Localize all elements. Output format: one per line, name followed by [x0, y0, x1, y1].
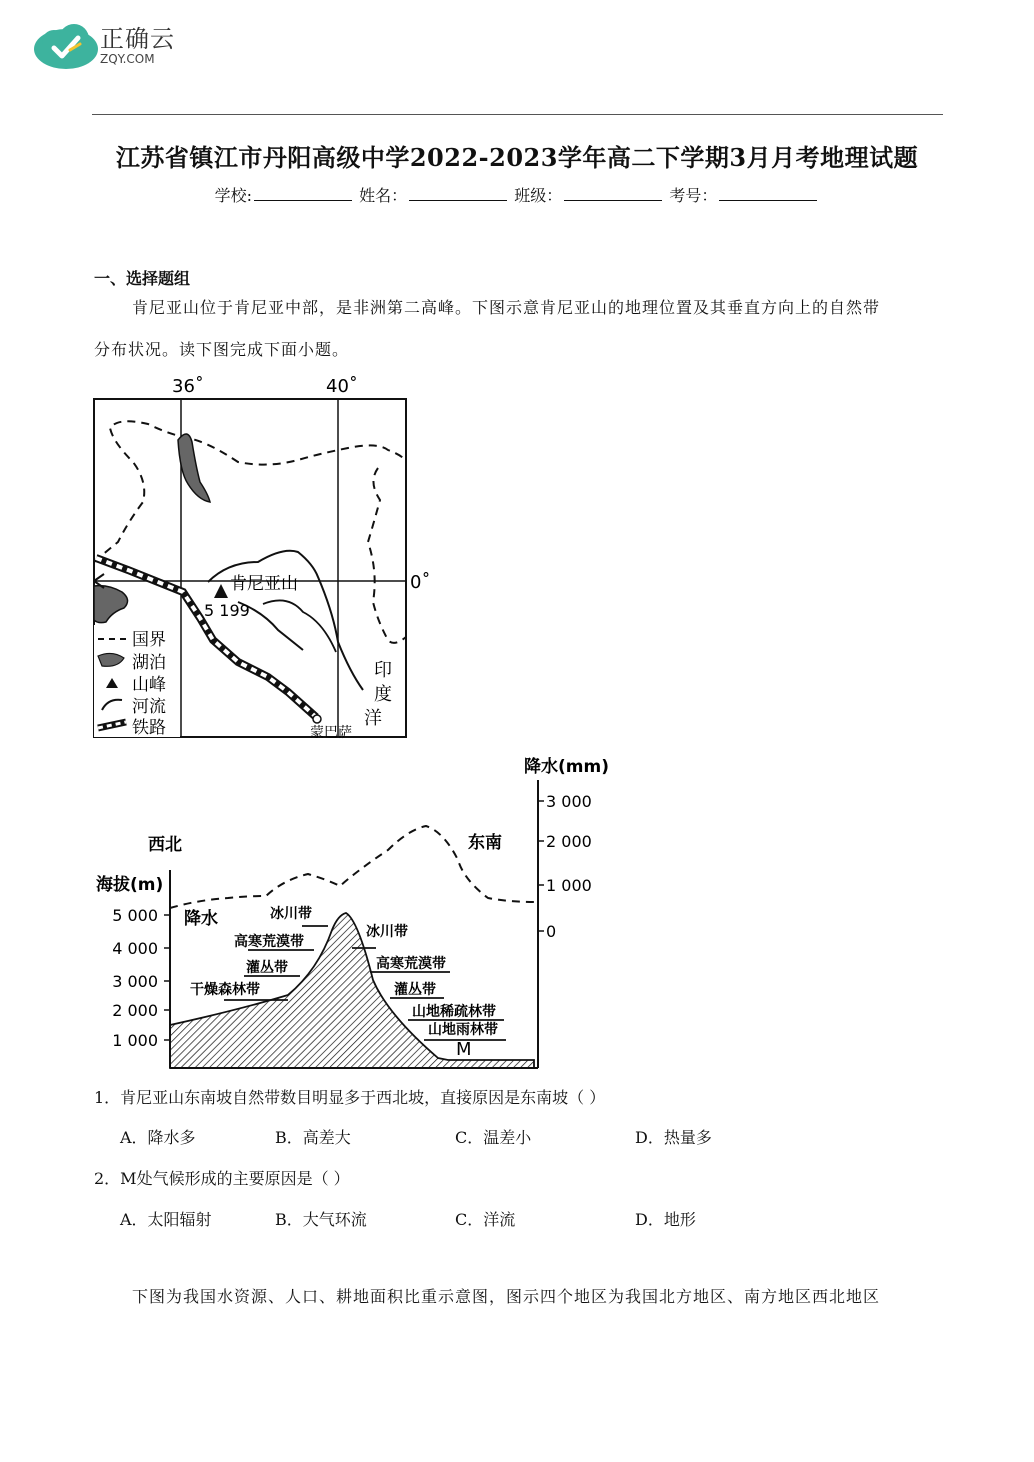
se-belt-glacier: 冰川带 — [366, 924, 408, 940]
m-location-label: M — [456, 1039, 472, 1060]
lon-label-40: 40˚ — [326, 376, 358, 397]
exam-no-label: 考号： — [669, 186, 718, 205]
ocean-label-1: 印 — [374, 660, 392, 681]
q1-option-b[interactable]: B．高差大 — [275, 1128, 351, 1147]
precip-tick-2000: 2 000 — [546, 832, 592, 851]
student-info-line — [0, 183, 1034, 206]
passage1-line1: 肯尼亚山位于肯尼亚中部，是非洲第二高峰。下图示意肯尼亚山的地理位置及其垂直方向上的自然带 — [132, 298, 881, 317]
legend-lake-label: 湖泊 — [132, 653, 166, 673]
q2-option-c[interactable]: C．洋流 — [455, 1210, 516, 1229]
alt-tick-5000: 5 000 — [112, 906, 158, 925]
passage2-line1: 下图为我国水资源、人口、耕地面积比重示意图，图示四个地区为我国北方地区、南方地区西北地区 — [132, 1287, 881, 1306]
altitude-ticks — [112, 906, 170, 1050]
logo-url: ZQY.COM — [100, 52, 155, 66]
mombasa-city-icon — [313, 715, 321, 723]
precip-tick-1000: 1 000 — [546, 876, 592, 895]
alt-tick-1000: 1 000 — [112, 1031, 158, 1050]
lon-label-36: 36˚ — [172, 376, 204, 397]
class-blank[interactable] — [564, 184, 662, 201]
q2-option-a[interactable]: A．太阳辐射 — [120, 1210, 212, 1229]
q1-option-d[interactable]: D．热量多 — [635, 1128, 712, 1147]
question-1-stem: 1．肯尼亚山东南坡自然带数目明显多于西北坡，直接原因是东南坡（ ） — [94, 1088, 606, 1107]
exam-title: 江苏省镇江市丹阳高级中学2022-2023学年高二下学期3月月考地理试题 — [115, 143, 919, 172]
header-divider — [92, 114, 943, 115]
nw-belt-shrub: 灌丛带 — [246, 960, 288, 976]
class-label: 班级： — [514, 186, 563, 205]
exam-no-blank[interactable] — [719, 184, 817, 201]
legend-railway-label: 铁路 — [132, 718, 166, 738]
se-belt-sparse-forest: 山地稀疏林带 — [412, 1004, 496, 1020]
ocean-label-3: 洋 — [364, 708, 382, 729]
se-belt-rainforest: 山地雨林带 — [428, 1022, 498, 1038]
altitude-axis-title: 海拔(m) — [96, 875, 164, 895]
school-blank[interactable] — [254, 184, 352, 201]
nw-belt-alpine-desert: 高寒荒漠带 — [234, 934, 304, 950]
alt-tick-2000: 2 000 — [112, 1001, 158, 1020]
se-belt-alpine-desert: 高寒荒漠带 — [376, 956, 446, 972]
q1-option-c[interactable]: C．温差小 — [455, 1128, 532, 1147]
passage1-line2: 分布状况。读下图完成下面小题。 — [94, 340, 350, 359]
name-label: 姓名： — [359, 186, 408, 205]
nw-belt-dry-forest: 干燥森林带 — [190, 982, 260, 998]
kenya-mountain-profile — [88, 750, 608, 1080]
se-belt-shrub: 灌丛带 — [394, 982, 436, 998]
kenya-location-map — [88, 372, 431, 742]
precip-curve-label: 降水 — [184, 909, 218, 929]
mountain-elevation: 5 199 — [204, 601, 250, 620]
q2-option-b[interactable]: B．大气环流 — [275, 1210, 367, 1229]
alt-tick-4000: 4 000 — [112, 939, 158, 958]
precip-tick-0: 0 — [546, 922, 557, 941]
school-label: 学校: — [214, 186, 253, 205]
q2-option-d[interactable]: D．地形 — [635, 1210, 696, 1229]
ocean-label-2: 度 — [374, 684, 392, 705]
legend-border-label: 国界 — [132, 630, 166, 650]
precip-axis-title: 降水(mm) — [524, 757, 609, 777]
equator-label: 0˚ — [410, 572, 431, 593]
q1-option-a[interactable]: A．降水多 — [120, 1128, 196, 1147]
legend-peak-label: 山峰 — [132, 675, 166, 695]
mountain-label: 肯尼亚山 — [230, 574, 298, 594]
nw-belt-glacier: 冰川带 — [270, 906, 312, 922]
question-2-stem: 2．M处气候形成的主要原因是（ ） — [94, 1169, 350, 1188]
southeast-label: 东南 — [468, 833, 502, 853]
precip-tick-3000: 3 000 — [546, 792, 592, 811]
city-label: 蒙巴萨 — [310, 725, 352, 741]
logo-name: 正确云 — [100, 25, 175, 53]
logo-text — [100, 26, 175, 66]
section-heading: 一、选择题组 — [94, 269, 191, 288]
alt-tick-3000: 3 000 — [112, 972, 158, 991]
name-blank[interactable] — [409, 184, 507, 201]
legend-river-label: 河流 — [132, 697, 166, 717]
precip-ticks — [538, 792, 592, 941]
northwest-label: 西北 — [148, 835, 182, 855]
